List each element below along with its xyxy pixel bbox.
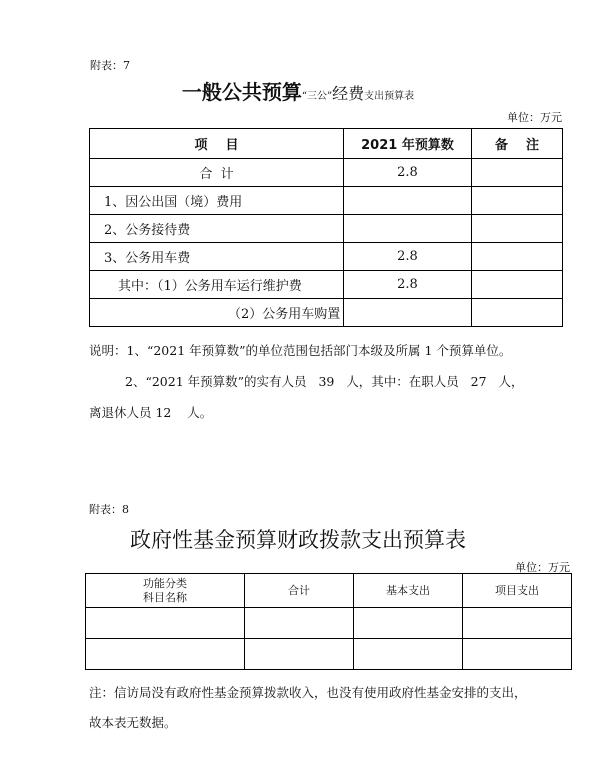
header-basic-expense: 基本支出 bbox=[354, 574, 463, 608]
row-note bbox=[472, 159, 563, 187]
table-header-row bbox=[90, 129, 563, 159]
row-item: 1、因公出国（境）费用 bbox=[90, 187, 344, 215]
row-item: 其中：（1）公务用车运行维护费 bbox=[90, 271, 344, 299]
header-function-class-line2: 科目名称 bbox=[143, 590, 187, 604]
header-function-class-line1: 功能分类 bbox=[143, 576, 187, 590]
annex-label-7: 附表：7 bbox=[90, 59, 130, 72]
row-note bbox=[472, 215, 563, 243]
annex-label-8: 附表：8 bbox=[89, 503, 129, 516]
row-item: 合 计 bbox=[90, 159, 344, 187]
table2-note-line1: 注：信访局没有政府性基金预算拨款收入，也没有使用政府性基金安排的支出， bbox=[89, 685, 527, 700]
row-value bbox=[344, 187, 472, 215]
table-row bbox=[90, 299, 563, 327]
table1-title-main: 一般公共预算 bbox=[181, 80, 302, 104]
empty-cell bbox=[354, 608, 463, 639]
empty-cell bbox=[354, 639, 463, 670]
row-item: 2、公务接待费 bbox=[90, 215, 344, 243]
table1-note-line3: 离退休人员 12 人。 bbox=[89, 405, 213, 420]
table-row bbox=[90, 215, 563, 243]
table2-unit: 单位：万元 bbox=[515, 561, 570, 574]
row-note bbox=[472, 271, 563, 299]
table1-unit: 单位：万元 bbox=[507, 111, 562, 124]
row-value bbox=[344, 215, 472, 243]
table-header-row bbox=[86, 574, 572, 608]
table-row bbox=[86, 639, 572, 670]
table1-note-line2: 2、“2021 年预算数”的实有人员 39 人，其中：在职人员 27 人， bbox=[125, 374, 524, 389]
table1-title-quote: “三公” bbox=[301, 91, 333, 102]
row-item: （2）公务用车购置 bbox=[90, 299, 344, 327]
table-row bbox=[90, 271, 563, 299]
three-public-expense-table bbox=[89, 128, 563, 327]
empty-cell bbox=[463, 608, 572, 639]
row-note bbox=[472, 243, 563, 271]
gov-fund-table bbox=[85, 573, 572, 670]
empty-cell bbox=[86, 639, 245, 670]
table-row bbox=[86, 608, 572, 639]
table-row bbox=[90, 243, 563, 271]
header-remarks: 备 注 bbox=[472, 129, 563, 159]
empty-cell bbox=[463, 639, 572, 670]
row-value bbox=[344, 299, 472, 327]
table1-note-line1: 说明：1、“2021 年预算数”的单位范围包括部门本级及所属 1 个预算单位。 bbox=[89, 343, 512, 358]
empty-cell bbox=[86, 608, 245, 639]
table-row bbox=[90, 187, 563, 215]
table1-title bbox=[0, 76, 596, 105]
row-value: 2.8 bbox=[344, 271, 472, 299]
table-row bbox=[90, 159, 563, 187]
row-note bbox=[472, 187, 563, 215]
header-item: 项 目 bbox=[90, 129, 344, 159]
table1-title-small: 支出预算表 bbox=[364, 91, 415, 102]
header-budget-2021: 2021 年预算数 bbox=[344, 129, 472, 159]
header-project-expense: 项目支出 bbox=[463, 574, 572, 608]
table2-title: 政府性基金预算财政拨款支出预算表 bbox=[130, 528, 466, 552]
row-item: 3、公务用车费 bbox=[90, 243, 344, 271]
row-value: 2.8 bbox=[344, 243, 472, 271]
empty-cell bbox=[245, 639, 354, 670]
row-note bbox=[472, 299, 563, 327]
table1-title-mid: 经费 bbox=[332, 84, 365, 103]
row-value: 2.8 bbox=[344, 159, 472, 187]
header-function-class bbox=[86, 574, 245, 608]
header-total: 合计 bbox=[245, 574, 354, 608]
empty-cell bbox=[245, 608, 354, 639]
table2-note-line2: 故本表无数据。 bbox=[89, 715, 177, 730]
